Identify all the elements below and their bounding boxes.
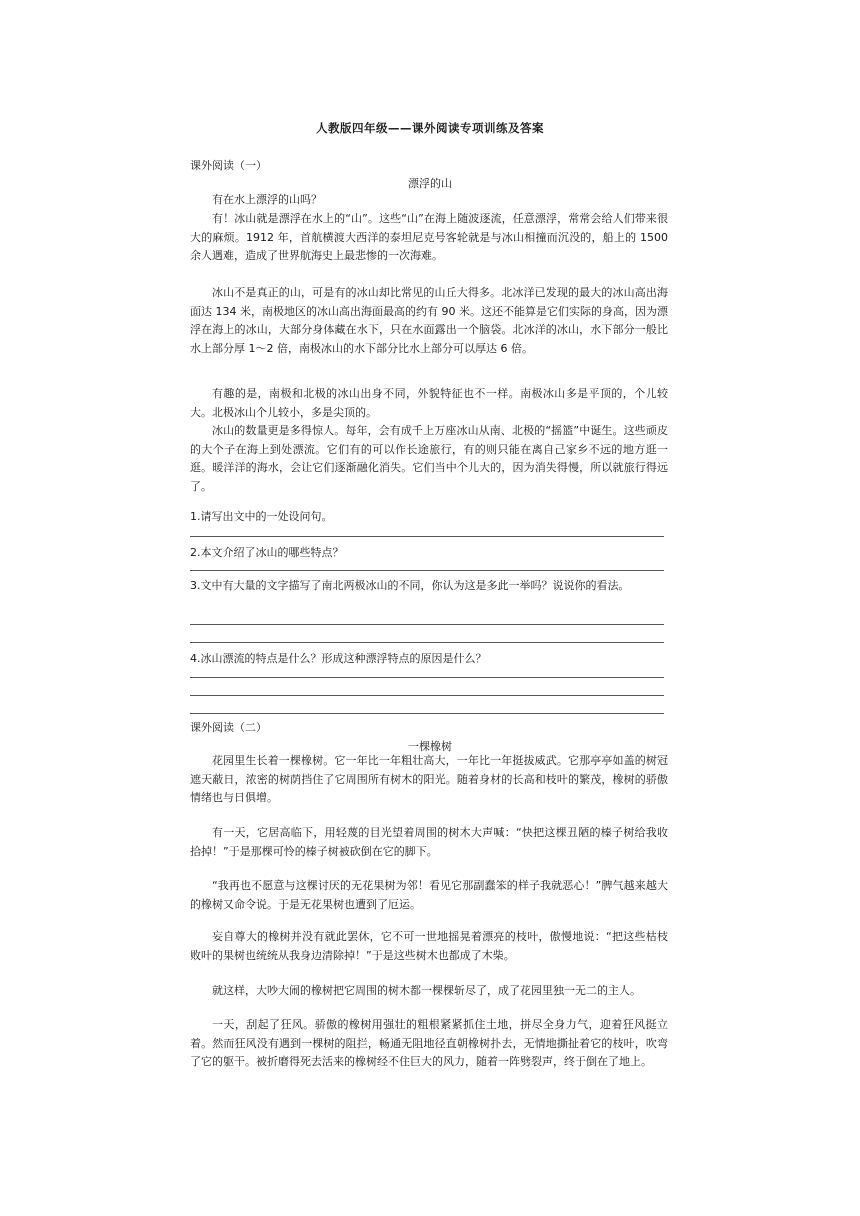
paragraph: 冰山的数量更是多得惊人。每年，会有成千上万座冰山从南、北极的“摇篮”中诞生。这些顽皮的大个子在海上到处漂流。它们有的可以作长途旅行，有的则只能在离自己家乡不远的地方逛一逛。暖洋洋的海水，会让它们逐渐融化消失。它们当中个儿大的，因为消失得慢，所以就旅行得远了。 [190, 424, 668, 493]
paragraph: 一天，刮起了狂风。骄傲的橡树用强壮的粗根紧紧抓住土地，拼尽全身力气，迎着狂风挺立着。然而狂风没有遇到一棵树的阻拦，畅通无阻地径直朝橡树扑去，无情地撕扯着它的枝叶，吹弯了它的躯干。被折磨得死去活来的橡树经不住巨大的风力，随着一阵劈裂声，终于倒在了地上。 [190, 1018, 668, 1068]
answer-line [190, 642, 664, 643]
section-label-1: 课外阅读（一） [190, 159, 267, 172]
paragraph: 有！冰山就是漂浮在水上的“山”。这些“山”在海上随波逐流，任意漂浮，常常会给人们带来很大的麻烦。1912 年，首航横渡大西洋的泰坦尼克号客轮就是与冰山相撞而沉没的，船上的 1500 余人遇难，造成了世界航海史上最悲惨的一次海难。 [190, 212, 668, 262]
answer-line [190, 695, 664, 696]
answer-line [190, 624, 664, 625]
answer-line [190, 677, 664, 678]
story-title-2: 一棵橡树 [408, 740, 452, 753]
story-title-1: 漂浮的山 [408, 177, 452, 190]
paragraph: 冰山不是真正的山，可是有的冰山却比常见的山丘大得多。北冰洋已发现的最大的冰山高出海面达 134 米，南极地区的冰山高出海面最高的约有 90 米。这还不能算是它们实际的身高，因为漂浮在海上的冰山，大部分身体藏在水下，只在水面露出一个脑袋。北冰洋的冰山，水下部分一般比水上部分厚 1～2 倍，南极冰山的水下部分比水上部分可以厚达 6 倍。 [190, 286, 668, 355]
question-4: 4.冰山漂流的特点是什么？形成这种漂浮特点的原因是什么？ [190, 652, 487, 665]
paragraph: 有在水上漂浮的山吗？ [212, 193, 322, 206]
paragraph: 有一天，它居高临下，用轻蔑的目光望着周围的树木大声喊：“快把这棵丑陋的榛子树给我收拾掉！”于是那棵可怜的榛子树被砍倒在它的脚下。 [190, 826, 668, 858]
question-2: 2.本文介绍了冰山的哪些特点？ [190, 546, 344, 559]
paragraph: 妄自尊大的橡树并没有就此罢休，它不可一世地摇晃着漂亮的枝叶，傲慢地说：“把这些枯枝败叶的果树也统统从我身边清除掉！”于是这些树木也都成了木柴。 [190, 930, 668, 962]
section-label-2: 课外阅读（二） [190, 721, 267, 734]
question-3: 3.文中有大量的文字描写了南北两极冰山的不同，你认为这是多此一举吗？说说你的看法。 [190, 579, 630, 592]
paragraph: 就这样，大吵大闹的橡树把它周围的树木都一棵棵斩尽了，成了花园里独一无二的主人。 [212, 984, 641, 997]
document-title: 人教版四年级——课外阅读专项训练及答案 [316, 121, 544, 135]
paragraph: 有趣的是，南极和北极的冰山出身不同，外貌特征也不一样。南极冰山多是平顶的，个儿较大。北极冰山个儿较小，多是尖顶的。 [190, 387, 668, 419]
paragraph: 花园里生长着一棵橡树。它一年比一年粗壮高大，一年比一年挺拔威武。它那亭亭如盖的树冠遮天蔽日，浓密的树荫挡住了它周围所有树木的阳光。随着身材的长高和枝叶的繁茂，橡树的骄傲情绪也与日俱增。 [190, 754, 668, 804]
question-1: 1.请写出文中的一处设问句。 [190, 510, 333, 523]
answer-line [190, 713, 664, 714]
answer-line [190, 536, 664, 537]
answer-line [190, 570, 664, 571]
paragraph: “我再也不愿意与这棵讨厌的无花果树为邻！看见它那副蠢笨的样子我就恶心！”脾气越来越大的橡树又命令说。于是无花果树也遭到了厄运。 [190, 879, 668, 911]
